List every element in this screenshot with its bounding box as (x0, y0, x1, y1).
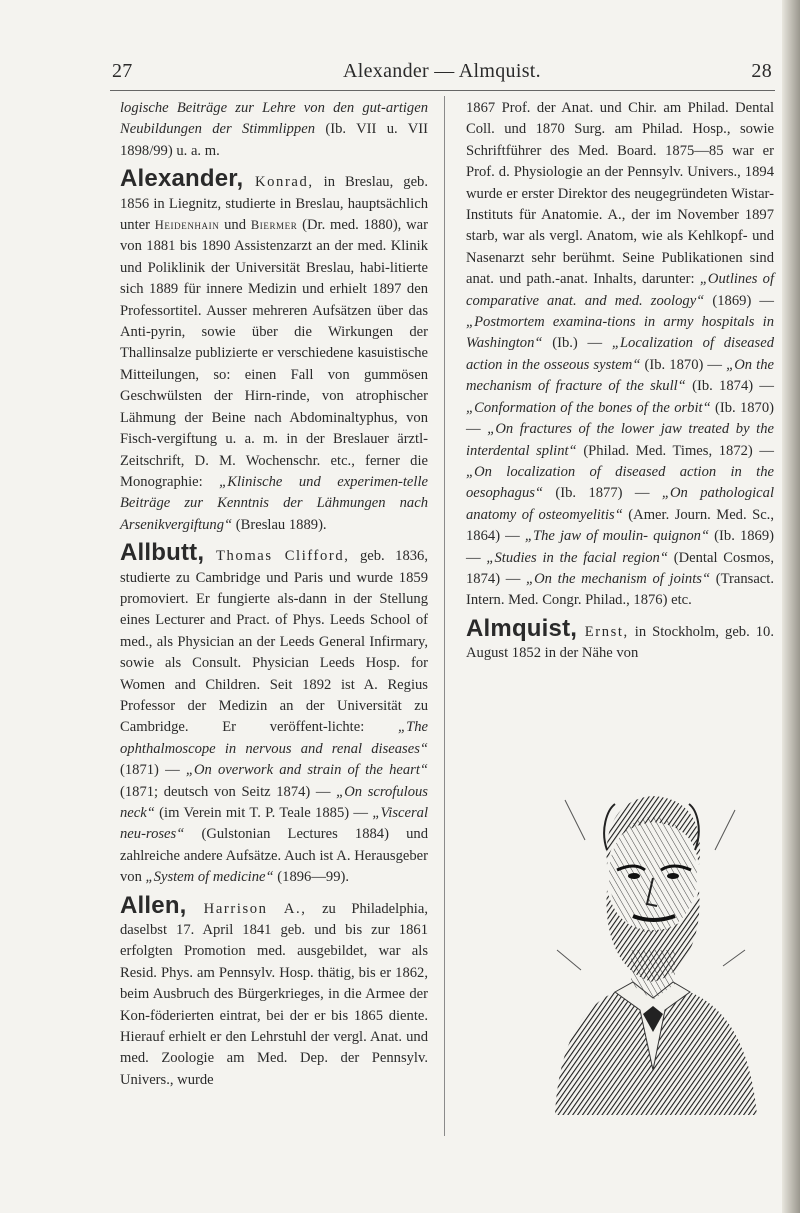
text-run: geb. 1836, studierte zu Cambridge und Paris und wurde 1859 promoviert. Er fungierte als-dann in der Stellung eines Lecturer and Pract. of Phys. Leeds School of med., als Physician an der Leeds General Infirmary, sowie als Consult. Physician Leeds Hosp. for Women and Children. Seit 1892 ist A. Regius Professor der Medizin an der Universität zu Cambridge. Er veröffent-lichte: (120, 548, 429, 736)
column-divider (444, 96, 445, 1136)
italic-title: „Klinische und experimen-telle Beiträge zur Kenntnis der Lähmungen nach Arsenikvergiftung“ (120, 473, 428, 533)
entry-allen (120, 891, 428, 1092)
right-column (466, 98, 774, 669)
left-column (120, 98, 428, 1095)
entry-alexander (120, 165, 429, 536)
small-caps-name: Heidenhain (154, 218, 220, 233)
text-run: (Ib. 1870) — (466, 399, 775, 438)
italic-title: „Conformation of the bones of the orbit“ (466, 399, 711, 416)
italic-title: „Studies in the facial region“ (486, 549, 668, 566)
given-name: Konrad, (243, 174, 314, 191)
page-number-left: 27 (112, 60, 133, 82)
italic-title: „On localization of diseased action in the oesophagus“ (466, 463, 774, 502)
given-name: Thomas Clifford, (204, 548, 350, 565)
italic-title: „On the mechanism of fracture of the skull“ (466, 356, 774, 395)
text-run: (Amer. Journ. Med. Sc., 1864) — (466, 506, 774, 545)
text-run: in Breslau, geb. 1856 in Liegnitz, studierte in Breslau, hauptsächlich unter (120, 174, 428, 234)
text-run: (1896—99). (273, 869, 350, 886)
text-run: 1867 Prof. der Anat. und Chir. am Philad. Dental Coll. und 1870 Surg. am Philad. Hosp., sowie Schriftführer des Med. Board. 1875—85 war er Prof. d. Physiologie an der Pennsylv. Univers., 1894 wurde er erster Direktor des neugegründeten Wistar-Instituts für Anatomie. A., der im November 1897 starb, war als vergl. Anatom, wie als Kehlkopf- und Nasenarzt sehr berühmt. Seine Publikationen sind anat. und path.-anat. Inhalts, darunter: (466, 100, 774, 288)
italic-title: „The jaw of moulin- quignon“ (524, 528, 710, 545)
small-caps-name: Biermer (250, 218, 298, 233)
page-header (112, 60, 772, 88)
text-run: (Ib. 1870) — (640, 356, 727, 373)
portrait-engraving (545, 770, 760, 1115)
italic-title: „On the mechanism of joints“ (526, 570, 711, 587)
text-run: (Ib. 1877) — (543, 485, 662, 502)
text-run: (Dental Cosmos, 1874) — (466, 549, 774, 587)
header-rule (110, 90, 775, 91)
text-run: (1869) — (704, 292, 774, 309)
lemma-name: Almquist, (466, 614, 578, 642)
italic-title: „Visceral neu-roses“ (120, 805, 428, 843)
text-run: (1871; deutsch von Seitz 1874) — (120, 783, 337, 800)
text-run: zu Philadelphia, daselbst 17. April 1841 geb. und bis zur 1861 erfolgten Promotion med. ausgebildet, war als Resid. Phys. am Pennsylv. Hosp. thätig, bis er 1862, beim Ausbruch des Bürgerkrieges, in die Armee der Kon-föderierten eintrat, bei der er bis 1865 diente. Hierauf erhielt er den Lehrstuhl der vergl. Anat. und med. Zoologie am Med. Dep. der Pennsylv. Univers., wurde (120, 900, 428, 1088)
entry-allbutt (120, 539, 429, 889)
italic-title: logische Beiträge zur Lehre von den gut-artigen Neubildungen der Stimmlippen (120, 100, 428, 138)
text-run: (Dr. med. 1880), war von 1881 bis 1890 Assistenzarzt an der med. Klinik und Poliklinik der Universität Breslau, habi-litierte sich 1889 für innere Medizin und erhielt 1897 den Professortitel. Ausser mehreren Aufsätzen über das Anti-pyrin, sowie über die Wirkungen der Thallinsalze publizierte er verschiedene kasuistische Mitteilungen, so: einen Fall von gummösen Geschwülsten der Hirn-rinde, von atrophischer Lähmung der Beine nach Abdominaltyphus, von Fisch-vergiftung u. a. m. in der Breslauer ärztl-Zeitschrift, D. M. Wochenschr. etc., ferner die Monographie: (120, 217, 429, 490)
text-run: (Ib.) — (542, 335, 612, 352)
text-run: (1871) — (120, 762, 186, 779)
text-run: (Ib. 1869) — (466, 528, 774, 566)
text-run: (Transact. Intern. Med. Congr. Philad., 1876) etc. (466, 570, 774, 609)
text-run: (Ib. VII u. VII 1898/99) u. a. m. (120, 121, 428, 159)
given-name: Harrison A., (186, 900, 307, 917)
italic-title: „Localization of diseased action in the osseous system“ (466, 335, 774, 373)
text-run: und (219, 217, 251, 234)
italic-title: „Outlines of comparative anat. and med. zoology“ (466, 271, 774, 309)
entry-allen-continued (466, 98, 774, 612)
lemma-name: Alexander, (120, 165, 244, 193)
lemma-name: Allen, (120, 891, 187, 919)
text-run: in Stockholm, geb. 10. August 1852 in der Nähe von (466, 623, 774, 662)
text-run: (Philad. Med. Times, 1872) — (576, 442, 775, 459)
given-name: Ernst, (577, 623, 629, 640)
italic-title: „The ophthalmoscope in nervous and renal diseases“ (120, 719, 428, 757)
entry-almquist (466, 614, 774, 665)
text-run: (Ib. 1874) — (685, 378, 774, 395)
continuation-paragraph (120, 98, 428, 162)
italic-title: „Postmortem examina-tions in army hospitals in Washington“ (466, 314, 774, 352)
italic-title: „On fractures of the lower jaw treated by the interdental splint“ (466, 421, 775, 459)
text-run: (Breslau 1889). (232, 516, 327, 533)
running-title: Alexander — Almquist. (343, 60, 541, 82)
lemma-name: Allbutt, (120, 539, 205, 567)
text-run: (Gulstonian Lectures 1884) und zahlreiche andere Aufsätze. Auch ist A. Herausgeber von (120, 826, 428, 886)
italic-title: „On scrofulous neck“ (120, 783, 428, 821)
text-run: (im Verein mit T. P. Teale 1885) — (154, 805, 373, 821)
page-number-right: 28 (751, 60, 772, 82)
italic-title: „System of medicine“ (145, 869, 274, 886)
italic-title: „On pathological anatomy of osteomyelitis“ (466, 485, 775, 523)
page-edge (782, 0, 800, 1213)
italic-title: „On overwork and strain of the heart“ (185, 762, 428, 779)
